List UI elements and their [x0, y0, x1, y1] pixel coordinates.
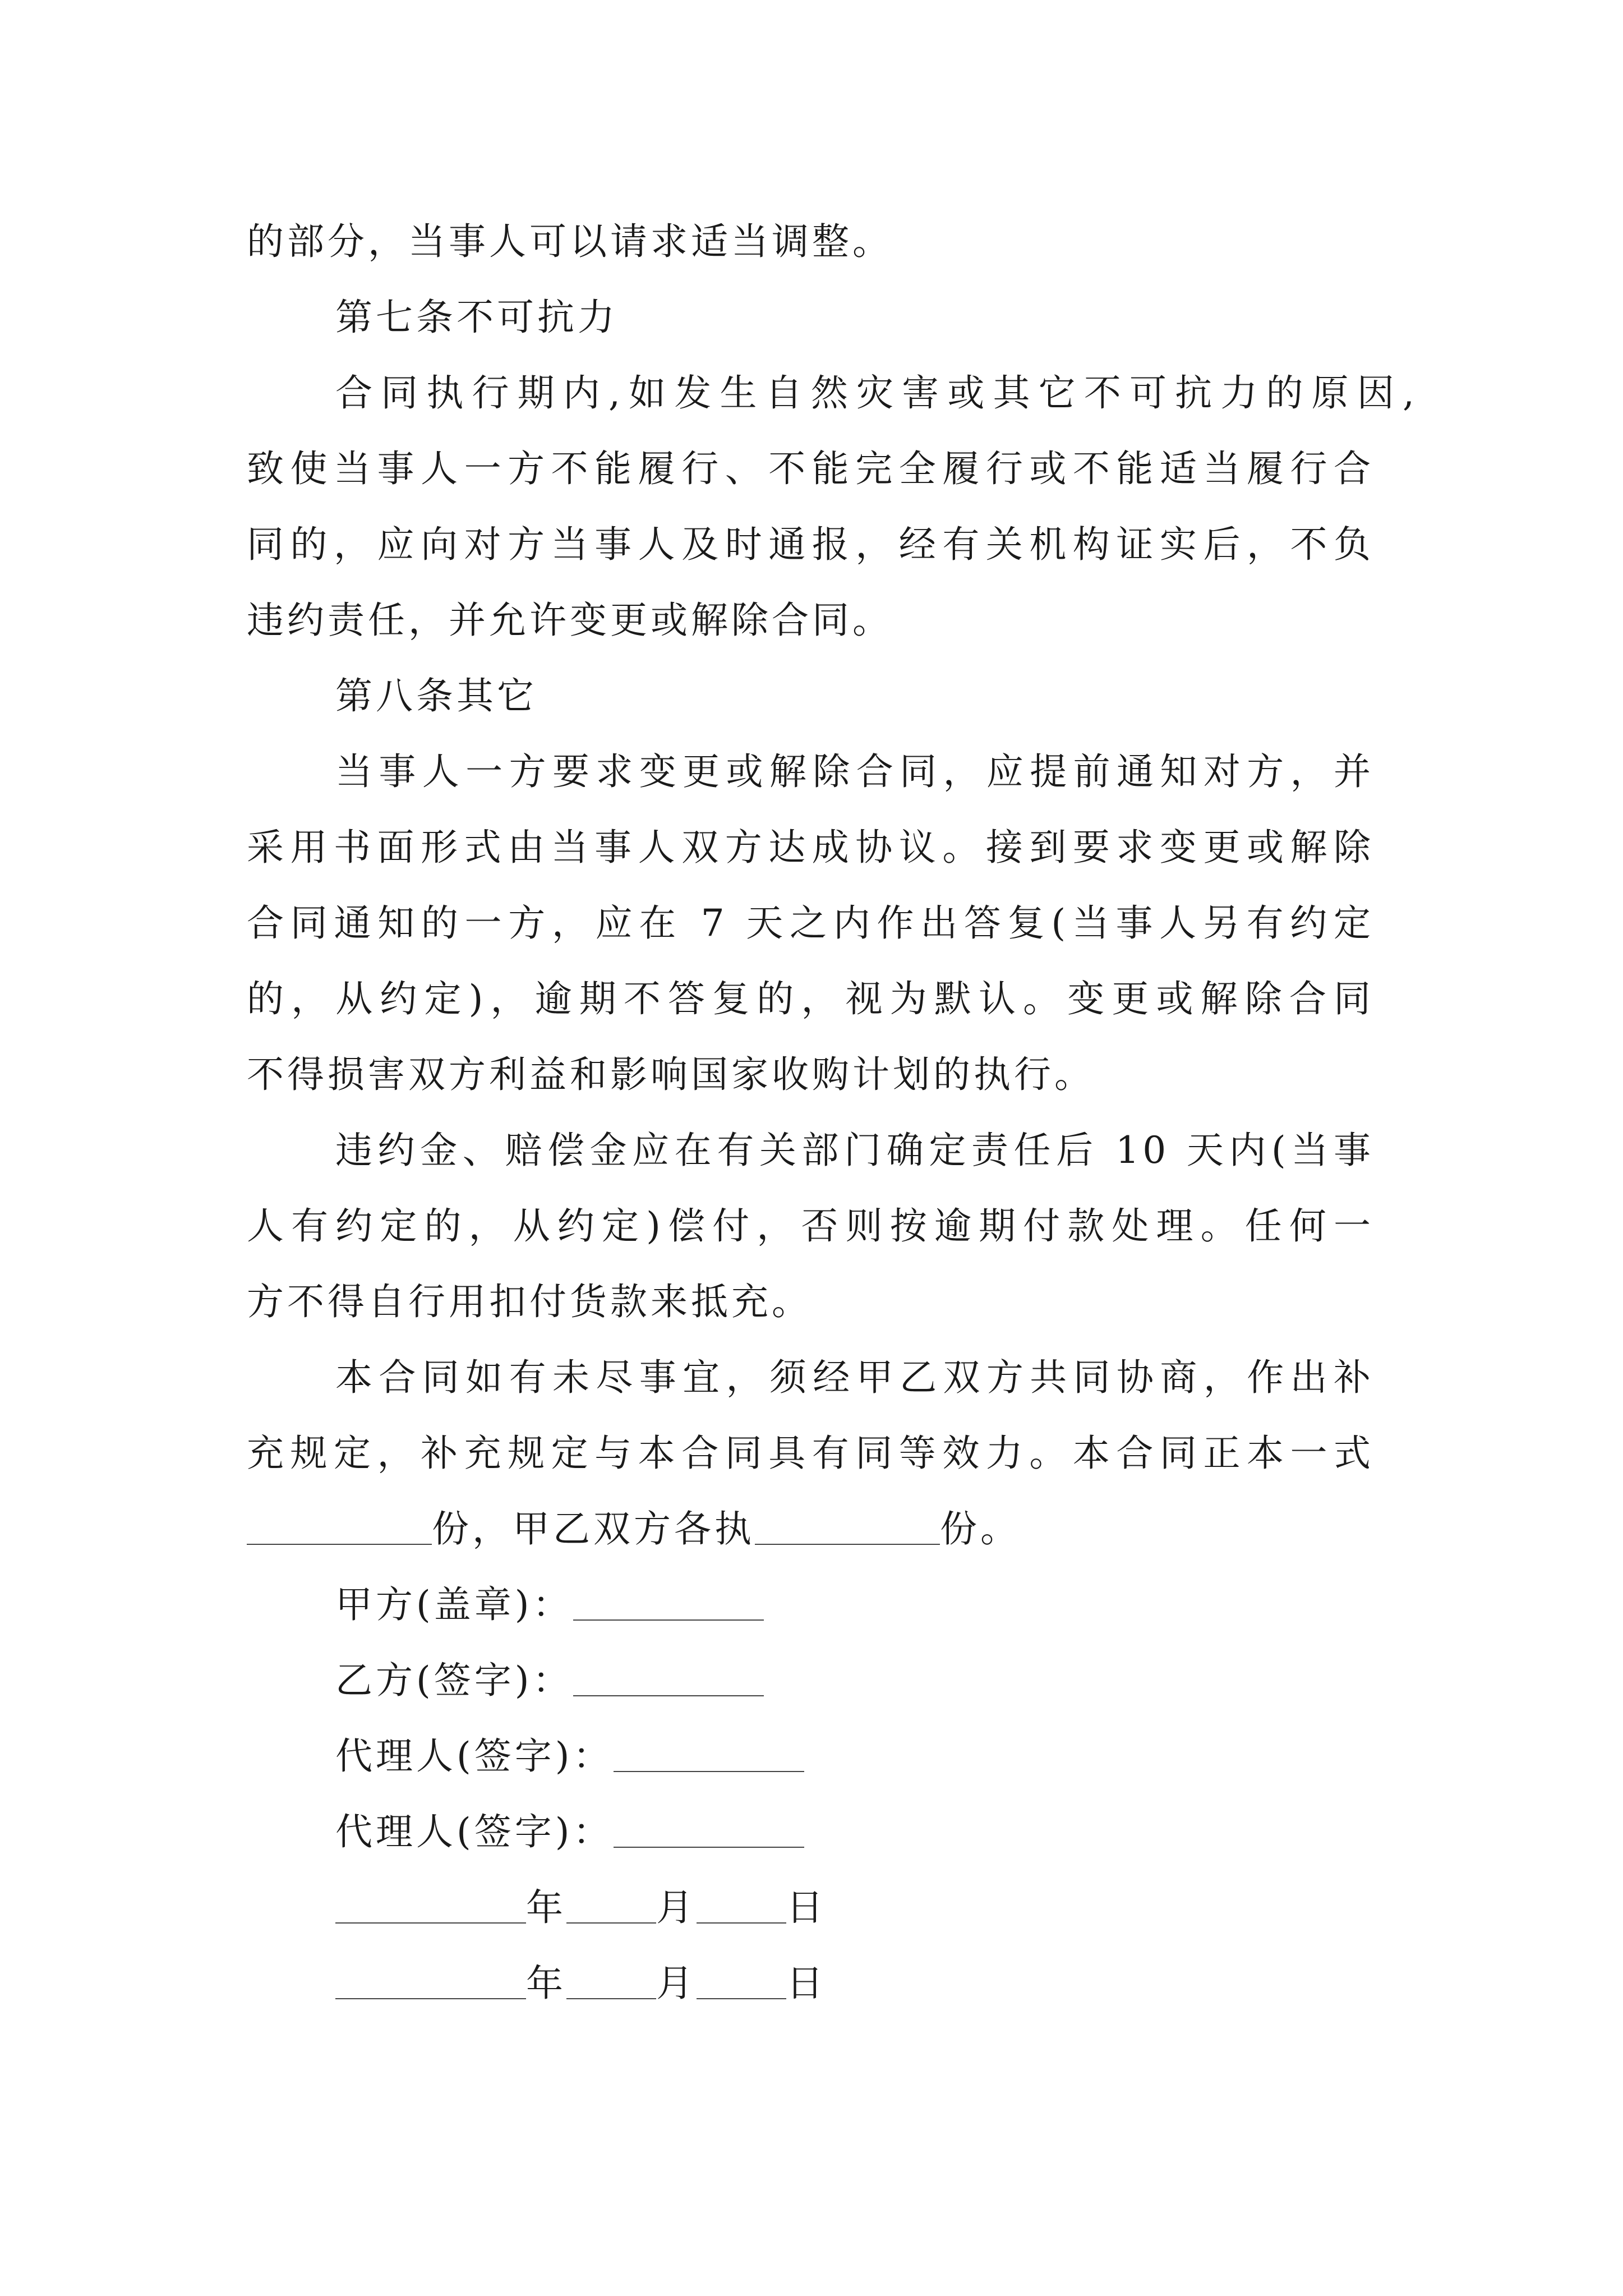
copies-each-blank — [755, 1543, 940, 1545]
paragraph-line: 的部分，当事人可以请求适当调整。 — [247, 220, 893, 263]
party-b-label: 乙方(签字)： — [335, 1659, 573, 1702]
paragraph-line: 合同执行期内,如发生自然灾害或其它不可抗力的原因, — [335, 371, 1418, 415]
paragraph-line: 不得损害双方利益和影响国家收购计划的执行。 — [247, 1053, 1095, 1096]
agent-label: 代理人(签字)： — [335, 1734, 614, 1778]
day-label: 日 — [786, 1886, 827, 1929]
year-blank — [335, 1922, 526, 1924]
paragraph-line: 合同通知的一方，应在 7 天之内作出答复(当事人另有约定 — [247, 901, 1374, 945]
month-blank — [566, 1922, 656, 1924]
party-b-sign-line — [335, 1659, 764, 1702]
agent-blank — [614, 1846, 804, 1848]
party-a-seal-line — [335, 1583, 764, 1626]
paragraph-line: 违约责任，并允许变更或解除合同。 — [247, 599, 893, 642]
paragraph-line: 方不得自行用扣付货款来抵充。 — [247, 1280, 812, 1323]
month-blank — [566, 1998, 656, 1999]
copies-total-blank — [247, 1543, 432, 1545]
year-label: 年 — [526, 1962, 566, 2005]
party-b-blank — [573, 1695, 764, 1696]
party-a-blank — [573, 1619, 764, 1621]
day-label: 日 — [786, 1962, 827, 2005]
year-blank — [335, 1998, 526, 1999]
paragraph-line: 当事人一方要求变更或解除合同，应提前通知对方，并 — [335, 750, 1374, 793]
paragraph-line: 充规定，补充规定与本合同具有同等效力。本合同正本一式 — [247, 1432, 1374, 1475]
agent-blank — [614, 1770, 804, 1772]
agent-label: 代理人(签字)： — [335, 1810, 614, 1853]
date-line-2 — [335, 1962, 827, 2005]
day-blank — [697, 1998, 786, 1999]
copies-line — [247, 1507, 1021, 1550]
day-blank — [697, 1922, 786, 1924]
paragraph-line: 采用书面形式由当事人双方达成协议。接到要求变更或解除 — [247, 826, 1374, 869]
year-label: 年 — [526, 1886, 566, 1929]
copies-end-text: 份。 — [940, 1507, 1021, 1550]
date-line-1 — [335, 1886, 827, 1929]
agent-sign-line-1 — [335, 1734, 804, 1778]
month-label: 月 — [656, 1886, 697, 1929]
article-seven-heading: 第七条不可抗力 — [335, 296, 618, 339]
article-eight-heading: 第八条其它 — [335, 674, 537, 717]
paragraph-line: 违约金、赔偿金应在有关部门确定责任后 10 天内(当事 — [335, 1129, 1374, 1172]
month-label: 月 — [656, 1962, 697, 2005]
paragraph-line: 同的，应向对方当事人及时通报，经有关机构证实后，不负 — [247, 523, 1374, 566]
agent-sign-line-2 — [335, 1810, 804, 1853]
paragraph-line: 的，从约定)，逾期不答复的，视为默认。变更或解除合同 — [247, 977, 1374, 1020]
paragraph-line: 本合同如有未尽事宜，须经甲乙双方共同协商，作出补 — [335, 1356, 1374, 1399]
copies-text: 份，甲乙双方各执 — [432, 1507, 755, 1550]
party-a-label: 甲方(盖章)： — [335, 1583, 573, 1626]
paragraph-line: 人有约定的，从约定)偿付，否则按逾期付款处理。任何一 — [247, 1204, 1374, 1248]
paragraph-line: 致使当事人一方不能履行、不能完全履行或不能适当履行合 — [247, 447, 1374, 490]
